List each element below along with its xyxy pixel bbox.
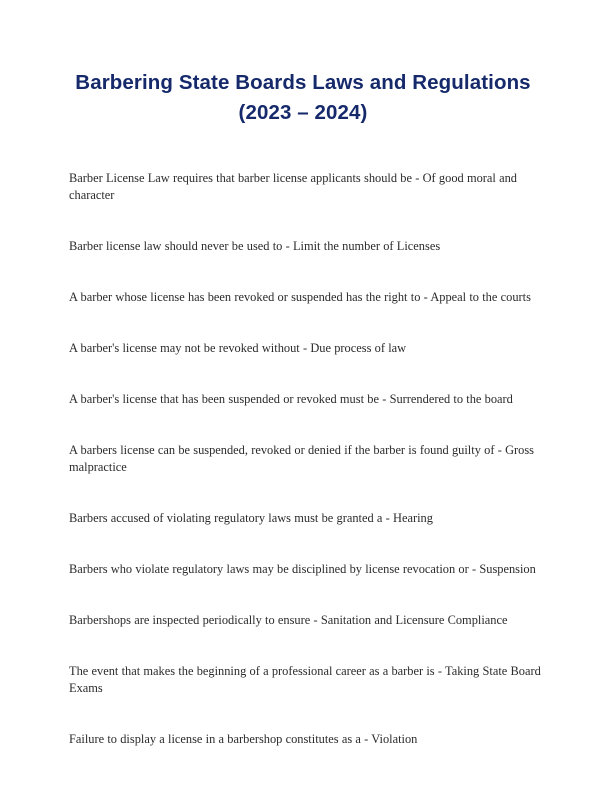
- statement-item: Failure to display a license in a barbershop constitutes as a - Violation: [69, 732, 418, 746]
- statement-item: The event that makes the beginning of a professional career as a barber is - Taking State Board Exams: [69, 664, 541, 695]
- statement-item: Barbershops are inspected periodically to ensure - Sanitation and Licensure Compliance: [69, 613, 508, 627]
- statement-item: A barber's license may not be revoked without - Due process of law: [69, 341, 407, 355]
- statement-item: Barbers who violate regulatory laws may be disciplined by license revocation or - Suspension: [69, 562, 536, 576]
- page-title-line-2: (2023 – 2024): [238, 101, 368, 124]
- statement-item: A barber's license that has been suspended or revoked must be - Surrendered to the board: [69, 392, 513, 406]
- page-title-line-1: Barbering State Boards Laws and Regulations: [75, 71, 531, 94]
- statement-item: Barber license law should never be used to - Limit the number of Licenses: [69, 239, 441, 253]
- statement-item: A barber whose license has been revoked or suspended has the right to - Appeal to the courts: [69, 290, 531, 304]
- statement-list: [69, 170, 547, 748]
- statement-item: A barbers license can be suspended, revoked or denied if the barber is found guilty of - Gross malpractice: [69, 443, 534, 474]
- statement-item: Barbers accused of violating regulatory laws must be granted a - Hearing: [69, 511, 433, 525]
- statement-item: Barber License Law requires that barber license applicants should be - Of good moral and character: [69, 171, 517, 202]
- page-title: [0, 68, 606, 128]
